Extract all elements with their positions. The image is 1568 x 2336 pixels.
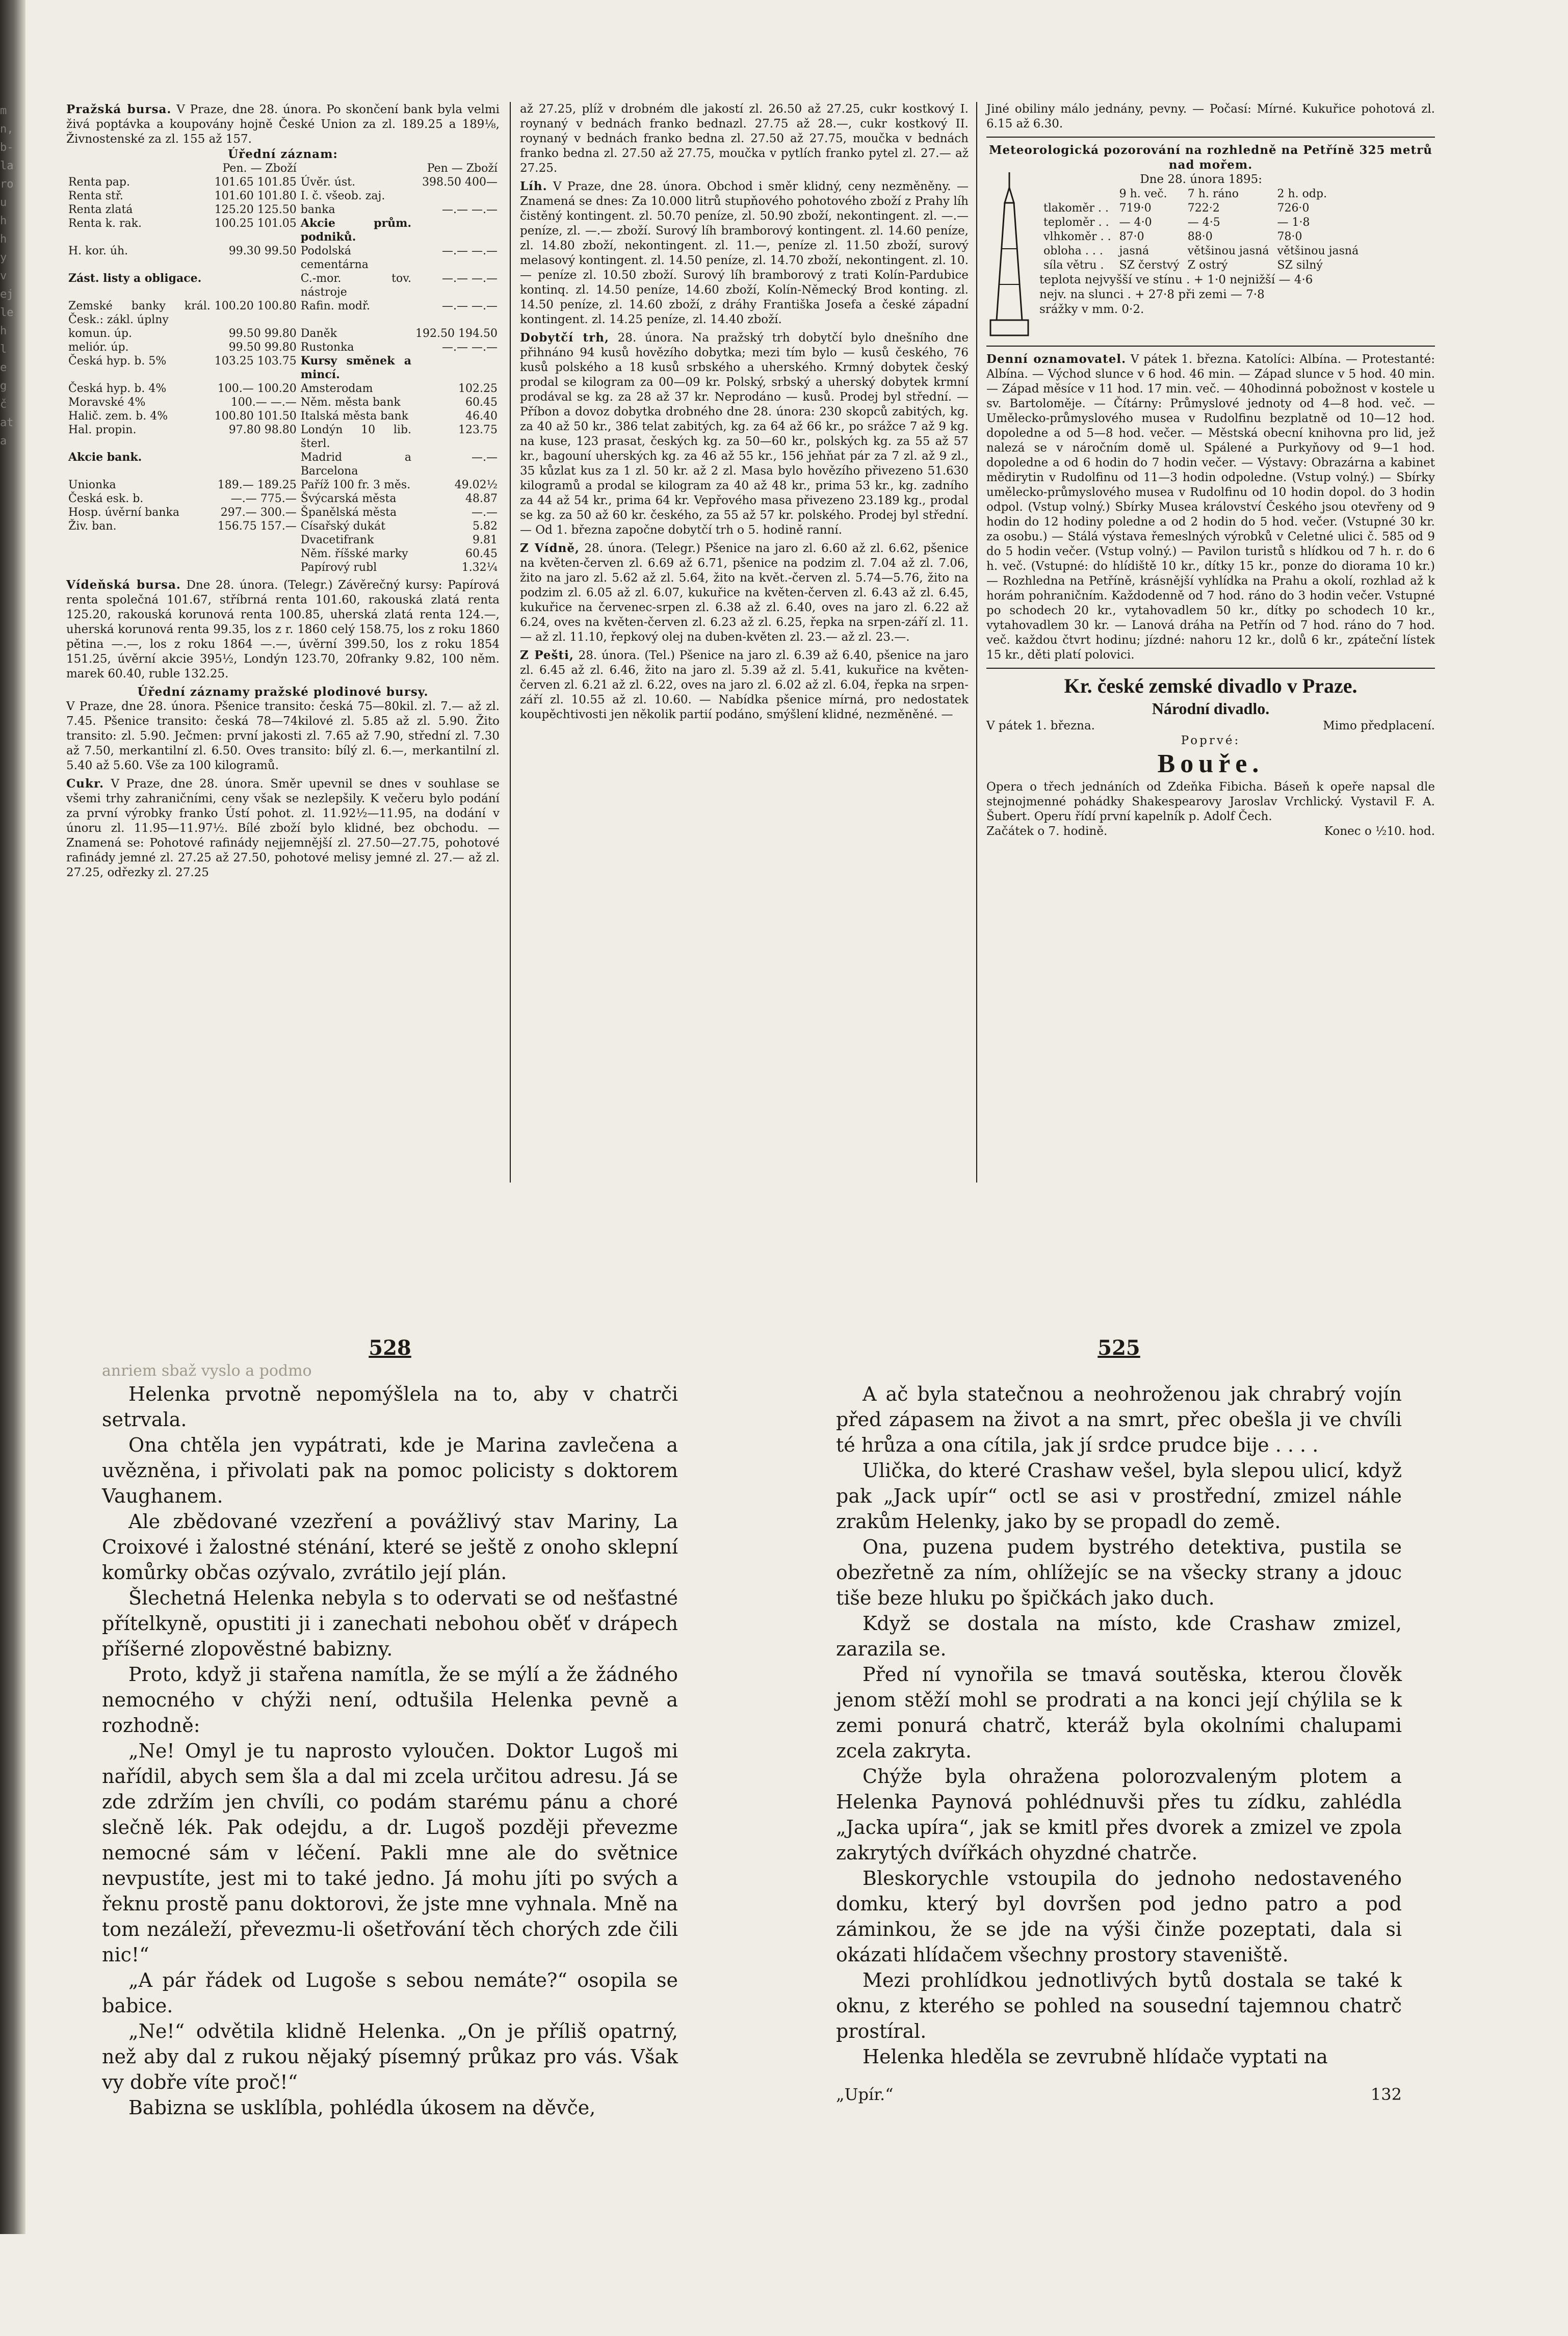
paragraph: Chýže byla ohražena polorozvaleným plotem a Helenka Paynová pohlédnuvši přes tu zídku, zahlédla „Jacka upíra“, jak se kmitl přes dvorek a zmizel ve zpola zakrytých dvířkách ohyzdné chatrče. [836,1765,1402,1864]
quotes-col-head-1: Pen. — Zboží [222,162,297,175]
paragraph: „Ne! Omyl je tu naprosto vyloučen. Doktor Lugoš mi nařídil, abych sem šla a dal mi zcela určitou adresu. Já se zde zdržím jen chvíli, co podám starému pánu a choré slečně lék. Pak odejdu, a dr. Lugoš později převezme nemocné sám v léčení. Pakli mne ale do světnice nevpustíte, jest mi to také jedno. Já mohu jíti po svých a řeknu prostě panu doktorovi, že jste mne vyhnala. Mně na tom nezáleží, převezmu-li ošetřování těch chorých zde čili nic!“ [102,1740,678,1966]
performance-times [986,824,1435,839]
table-row: Něm. říšské marky 60.45 [300,547,498,560]
table-row: Zemské banky král. Česk.: zákl. úplny 100.20 100.80 Rafin. modř. —.— —.— [68,300,498,326]
footer-title: „Upír.“ [836,2085,894,2104]
page-number-right: 525 [1097,1336,1140,1360]
paragraph: Helenka prvotně nepomýšlela na to, aby v chatrči setrvala. [102,1383,678,1431]
table-row: obloha . . . jasná většinou jasná většinou jasná [1043,245,1359,257]
paragraph: A ač byla statečnou a neohroženou jak chrabrý vojín před zápasem na život a na smrt, přec obešla ji ve chvíli té hrůza a ona cítila, jak jí srdce prudce bije . . . . [836,1383,1402,1456]
paragraph: „Ne!“ odvětila klidně Helenka. „On je příliš opatrný, než aby dal z rukou nějaký písemný průkaz pro vás. Však vy dobře víte proč!“ [102,2020,678,2093]
prague-bourse-text: V Praze, dne 28. února. Po skončení bank byla velmi živá poptávka a koupovány hojně České Union za zl. 189.25 a 189⅛, Živnostenské za zl. 155 až 157. [66,103,500,146]
table-row: Česká hyp. b. 5% 103.25 103.75 Kursy směnek a mincí. [68,354,412,381]
edge-letters: m n, b- la ro u h h y v ej le h l e g č at a [0,104,14,448]
paragraph: Když se dostala na místo, kde Crashaw zmizel, zarazila se. [836,1612,1402,1660]
table-row: Unionka 189.— 189.25 Paříž 100 fr. 3 měs. 49.02½ [68,479,498,491]
paragraph: Proto, když ji stařena namítla, že se mýlí a že žádného nemocného v chýži není, odtušila Helenka pevně a rozhodně: [102,1663,678,1737]
spirit-text: V Praze, dne 28. února. Obchod i směr klidný, ceny nezměněny. — Znamená se dnes: Za 10.000 litrů stupňového pohotového zboží z Prahy líh čistěný kontingent. zl. 50.70 peníze, zl. 50.90 zboží, nekontingent. zl. —.— peníze, zl. —.— zboží. Surový líh bramborový kontingent. zl. 14.60 peníze, zl. 14.80 zboží, nekontingent. zl. 11.—, peníze zl. 11.50 zboží, surový melasový kontingent. zl. 14.50 peníze, zl. 14.70 zboží, nekontingent. zl. 10.— peníze zl. 10.50 zboží. Surový líh bramborový z trati Kolín-Pardubice kontinq. zl. 14.50 peníze, 14.60 zboží, Kolín-Německý Brod konting. zl. 14.50 peníze, zl. 14.60 zboží, z dráhy Františka Josefa a české západní kontingent. zl. 14.25 peníze, zl. 14.40 zboží. [520,180,969,326]
commodities-column [520,102,969,722]
paragraph: Bleskorychle vstoupila do jednoho nedostaveného domku, který byl dovršen pod jedno patro a pod záminkou, že se jde na výši činže pozeptati, dala si okázati hlídačem všechny prostory staveniště. [836,1867,1402,1966]
divider [986,137,1435,138]
weather-col-1: 9 h. več. [1119,188,1167,200]
table-row: Hal. propin. 97.80 98.80 Londýn 10 lib. šterl. 123.75 [68,424,498,450]
paragraph: Babizna se usklíbla, pohlédla úkosem na děvče, [128,2096,596,2119]
table-row: Renta pap. 101.65 101.85 Úvěr. úst. 398.50 400— [68,176,498,189]
divider [986,668,1435,669]
daily-notices-title: Denní oznamovatel. [986,352,1127,366]
weather-extra-1: teplota nejvyšší ve stínu . + 1·0 nejnižší — 4·6 [1039,273,1313,286]
theatre-date-row [986,719,1435,733]
weather-extra-3: srážky v mm. 0·2. [1039,303,1144,316]
weather-date: Dne 28. února 1895: [1140,173,1263,186]
table-row: vlhkoměr . . 87·0 88·0 78·0 [1043,230,1302,243]
daily-notices-text: V pátek 1. března. Katolíci: Albína. — Protestanté: Albína. — Východ slunce v 6 hod. 46 min. — Západ slunce v 5 hod. 40 min. — Západ měsíce v 11 hod. 17 min. več. — 40hodinná pobožnost v kostele u sv. Bartoloměje. — Čítárny: Průmyslové jednoty od 4—8 hod. več. — Umělecko-průmyslového musea v Rudolfinu bezplatně od 10—12 hod. dopoledne a od 5—8 hod. večer. — Městská obecní knihovna pro lid, jež nalezá se v náročním domě ul. Spálené a Purkyňovy od 9—1 hod. dopoledne a od 6 hodin do 7 hodin večer. — Výstavy: Obrazárna a kabinet mědirytin v Rudolfinu od 11—3 hodin odpoledne. (Vstup volný.) — Sbírky umělecko-průmyslového musea v Rudolfinu od 10 hodin dopol. do 3 hodin odpol. (Vstup volný.) Sbírky Musea království Českého jsou otevřeny od 9 hodin do 12 hodiny poledne a od 2 hodin do 5 hod. večer. (Vstupné 30 kr. za osobu.) — Stálá výstava řemeslných výrobků v Celetné ulici č. 585 od 9 do 5 hodin večer. (Vstup volný.) — Pavilon turistů s hlídkou od 7 h. r. do 6 h. več. (Vstupné: do hlídiště 10 kr., dítky 15 kr., ponze do diorama 10 kr.) — Rozhledna na Petříně, krásnější vyhlídka na Prahu a okolí, rozhlad až k horám pohraničním. Každodenně od 7 hod. ráno do 3 hodin večer. Vstupné po schodech 20 kr., vytahovadlem 50 kr., dítky po schodech 10 kr., vytahovadlem 30 kr. — Lanová dráha na Petřín od 7 hod. ráno do 7 hod. več. každou čtvrt hodinu; jízdné: nahoru 12 kr., dolů 6 kr., zpáteční lístek 15 kr., děti platí polovici. [986,353,1435,662]
table-row: H. kor. úh. 99.30 99.50 Podolská cementárna —.— —.— [68,245,498,271]
paragraph: Ona, puzena pudem bystrého detektiva, pustila se obezřetně za ním, ohlížejíc se na všecky strany a jdouc tiše beze hluku po špičkách jako duch. [836,1536,1402,1609]
observation-tower-icon [986,172,1032,340]
divider [986,346,1435,347]
paragraph: „A pár řádek od Lugoše s sebou nemáte?“ osopila se babice. [102,1969,678,2017]
table-row: Akcie bank. Madrid a Barcelona —.— [68,451,498,478]
cattle-market-text: 28. února. Na pražský trh dobytčí bylo dnešního dne přihnáno 94 kusů hovězího dobytka; mezi tím bylo — kusů českého, 76 kusů polského a 18 kusů srbského a uherského. Krmný dobytek český prodal se kilogram za 00—09 kr. Polský, srbský a uherský dobytek krmní prodával se kg. za 28 až 37 kr. Neprodáno — kusů. Prodej byl střední. — Příbon a dovoz dobytka drobného dne 28. února: 230 skopců zabitých, kg. za 40 až 50 kr., 386 telat zabitých, kg. za 64 až 66 kr., po srážce 7 až 9 kg. na kuse, 123 prasat, českých kg. za 50—60 kr., polských kg. za 55 až 57 kr., bagouní uherských kg. za 46 až 55 kr., 156 jehňat pár za 7 zl. až 9 zl., 35 kůzlat kus za 1 zl. 50 kr. až 2 zl. Masa bylo hovězího přivezeno 51.630 kilogramů a prodal se kilogram za 40 až 48 kr., prima 53 kr., kg. zadního za 44 až 54 kr., prima 64 kr. Vepřového masa přivezeno 23.189 kg., prodal se kg. za 50 až 60 kr. českého, za 55 až 57 kr. polského. Prodej byl střední. — Od 1. března započne dobytčí trh o 5. hodině ranní. [520,331,969,537]
column-rule [510,102,511,1183]
table-row: Zást. listy a obligace. C.-mor. tov. nástroje —.— —.— [68,272,498,299]
end-time: Konec o ½10. hod. [1324,825,1435,838]
page-footer [836,2082,1402,2107]
weather-table [1039,187,1363,273]
table-row: Česká esk. b. —.— 775.— Švýcarská města 48.87 [68,492,498,505]
table-row: síla větru . SZ čerstvý Z ostrý SZ silný [1043,259,1323,272]
page-number-left: 528 [369,1336,411,1360]
market-column [66,102,500,880]
table-row: meliór. úp. 99.50 99.80 Rustonka —.— —.— [68,341,498,354]
table-row: Renta stř. 101.60 101.80 I. č. všeob. zaj. [68,190,385,202]
paragraph: Helenka hleděla se zevrubně hlídače vyptati na [863,2045,1328,2068]
cattle-market-title: Dobytčí trh, [520,331,609,345]
paragraph: Mezi prohlídkou jednotlivých bytů dostala se také k oknu, z kterého se pohled na sousední tajemnou chatrč prostíral. [836,1969,1402,2042]
table-row: Česká hyp. b. 4% 100.— 100.20 Amsterodam 102.25 [68,382,498,395]
weather-title: Meteorologická pozorování na rozhledně na Petříně 325 metrů nad mořem. [989,143,1432,172]
premiere-label: Poprvé: [1181,734,1241,747]
column-rule [976,102,977,1183]
table-row: tlakoměr . . 719·0 722·2 726·0 [1043,202,1310,215]
book-page-right [836,1335,1402,2107]
sugar-continued: až 27.25, plíž v drobném dle jakostí zl. 26.50 až 27.25, cukr kostkový I. roynaný v bednách franko bednazl. 27.75 až 28.—, cukr kostkový II. roynaný v bednách franko bedna zl. 27.50 až 27.75, moučka v bednách franko bedna zl. 27.50 až 27.75, moučka v pytlích franko pytel zl. 27.— až 27.25. [520,102,969,175]
table-row: Renta zlatá 125.20 125.50 banka —.— —.— [68,203,498,216]
paragraph: Šlechetná Helenka nebyla s to odervati se od nešťastné přítelkyně, opustiti ji i zanechati nebohou oběť v drápech příšerné zlopověstné babizny. [102,1587,678,1660]
prague-bourse-title: Pražská bursa. [66,102,172,116]
table-row: komun. úp. 99.50 99.80 Daněk 192.50 194.50 [68,327,498,340]
weather-extra-2: nejv. na slunci . + 27·8 při zemi — 7·8 [1039,288,1265,301]
start-time: Začátek o 7. hodině. [986,825,1108,838]
table-row: Hosp. úvěrní banka 297.— 300.— Španělská města —.— [68,506,498,519]
theatre-note: Mimo předplacení. [1323,719,1435,732]
table-row: Moravské 4% 100.— —.— Něm. města bank 60.45 [68,396,498,409]
weather-box [986,172,1435,340]
weather-col-3: 2 h. odp. [1277,188,1327,200]
weather-col-2: 7 h. ráno [1187,188,1239,200]
paragraph: Ona chtěla jen vypátrati, kde je Marina zavlečena a uvězněna, i přivolati pak na pomoc policisty s doktorem Vaughanem. [102,1434,678,1507]
grain-bourse-text: V Praze, dne 28. února. Pšenice transito: česká 75—80kil. zl. 7.— až zl. 7.45. Pšenice transito: česká 78—74kilové zl. 5.85 až zl. 5.90. Žito transito: zl. 5.90. Ječmen: první jakosti zl. 7.65 až 7.90, střední zl. 7.30 až 7.50, merkantilní zl. 6.50. Oves transito: bílý zl. 6.—, merkantilní zl. 5.40 až 5.60. Vše za 100 kilogramů. [66,700,500,772]
footer-sheet-number: 132 [1370,2085,1402,2104]
table-row: teploměr . . — 4·0 — 4·5 — 1·8 [1043,216,1310,229]
faint-header-text: anriem sbaž vyslo a podmo [102,1362,312,1380]
table-row: Renta k. rak. 100.25 101.05 Akcie prům. podniků. [68,217,412,244]
pest-grain-text: 28. února. (Tel.) Pšenice na jaro zl. 6.39 až 6.40, pšenice na jaro zl. 6.45 až zl. 6.46, žito na jaro zl. 5.39 až zl. 5.41, kukuřice na květen-červen zl. 6.21 až zl. 6.22, oves na jaro zl. 6.02 až zl. 6.04, řepka na srpen-září zl. 10.55 až zl. 10.60. — Nabídka pšenice mírná, pro nedostatek koupěchtivosti jen několik partií podáno, smýšlení klidné, nezměněné. — [520,649,969,721]
table-row: Dvacetifrank 9.81 [300,534,498,546]
paragraph: Před ní vynořila se tmavá soutěska, kterou člověk jenom stěží mohl se prodrati a na konci její chýlila se k zemi ponurá chatrč, kteráž byla okolními chalupami zcela zakryta. [836,1663,1402,1762]
vienna-grain-text: 28. února. (Telegr.) Pšenice na jaro zl. 6.60 až zl. 6.62, pšenice na květen-červen zl. 6.69 až 6.71, pšenice na podzim zl. 7.04 až zl. 7.06, žito na jaro zl. 5.62 až zl. 5.64, žito na květ.-červen zl. 5.74—5.76, žito na podzim zl. 6.05 až zl. 6.07, kukuřice na květen-červen zl. 6.43 až zl. 6.45, kukuřice na červenec-srpen zl. 6.38 až zl. 6.40, oves na jaro zl. 6.22 až 6.24, oves na květen-červen zl. 6.23 až zl. 6.25, řepka na srpen-září zl. 11.— až zl. 11.10, řepkový olej na duben-květen zl. 23.— až zl. 23.—. [520,542,969,644]
paragraph: Ulička, do které Crashaw vešel, byla slepou ulicí, když pak „Jack upír“ octl se asi v prostřední, zmizel náhle zrakům Helenky, jako by se propadl do země. [836,1459,1402,1533]
vienna-grain-title: Z Vídně, [520,541,580,555]
theatre-date: V pátek 1. března. [986,719,1095,732]
table-row: Papírový rubl 1.32¼ [300,561,498,574]
theatre-subtitle: Národní divadlo. [1152,699,1270,718]
vienna-bourse-text: Dne 28. února. (Telegr.) Závěrečný kursy: Papírová renta společná 101.67, stříbrná renta 101.60, rakouská zlatá renta 125.20, rakouská korunová renta 100.85, uherská zlatá renta 124.—, uherská korunová renta 99.35, los z r. 1860 celý 158.75, los z roku 1860 pětina —.—, los z roku 1864 —.—, úvěrní 399.50, los z roku 1854 151.25, úvěrní akcie 395½, Londýn 123.70, 20franky 9.82, 100 něm. marek 60.40, ruble 132.25. [66,579,500,680]
book-page-left [102,1335,678,2120]
vienna-bourse-title: Vídeňská bursa. [66,578,181,592]
notices-column [986,102,1435,839]
spirit-title: Líh. [520,179,547,193]
play-title: Bouře. [1157,749,1264,778]
pest-grain-title: Z Pešti, [520,648,574,662]
table-row: Halič. zem. b. 4% 100.80 101.50 Italská města bank 46.40 [68,410,498,423]
paragraph: Ale zbědované vzezření a povážlivý stav Mariny, La Croixové i žalostné sténání, které se ještě z onoho sklepní komůrky občas ozývalo, zvrátilo její plán. [102,1510,678,1584]
sugar-text: V Praze, dne 28. února. Směr upevnil se dnes v souhlase se všemi trhy zahraničními, ceny však se nezlepšily. K večeru bylo podání za první výrobky franko Ústí pohot. zl. 11.92½—11.95, na dodání v únoru zl. 11.95—11.97½. Bílé zboží bylo klidné, bez obchodu. — Znamená se: Pohotové rafinády nejjemnější zl. 27.50—27.75, pohotové rafinády jemné zl. 27.25 až 27.50, pohotové melisy jemné zl. 27.— až zl. 27.25, odřezky zl. 27.25 [66,777,500,879]
theatre-title: Kr. české zemské divadlo v Praze. [1064,674,1357,697]
grain-intro: Jiné obiliny málo jednány, pevny. — Počasí: Mírné. Kukuřice pohotová zl. 6.15 až 6.30. [986,102,1435,130]
play-description: Opera o třech jednáních od Zdeňka Fibicha. Báseň k opeře napsal dle stejnojmenné pohádky Shakespearovy Jaroslav Vrchlický. Vystavil F. A. Šubert. Operu řídí první kapelník p. Adolf Čech. [986,780,1435,823]
table-row: Živ. ban. 156.75 157.— Císařský dukát 5.82 [68,520,498,533]
quotes-col-head-2: Pen — Zboží [427,162,498,175]
sugar-title: Cukr. [66,777,104,791]
quotes-table [66,162,500,574]
official-record-header: Úřední záznam: [228,147,338,161]
grain-bourse-title: Úřední záznamy pražské plodinové bursy. [137,685,429,699]
